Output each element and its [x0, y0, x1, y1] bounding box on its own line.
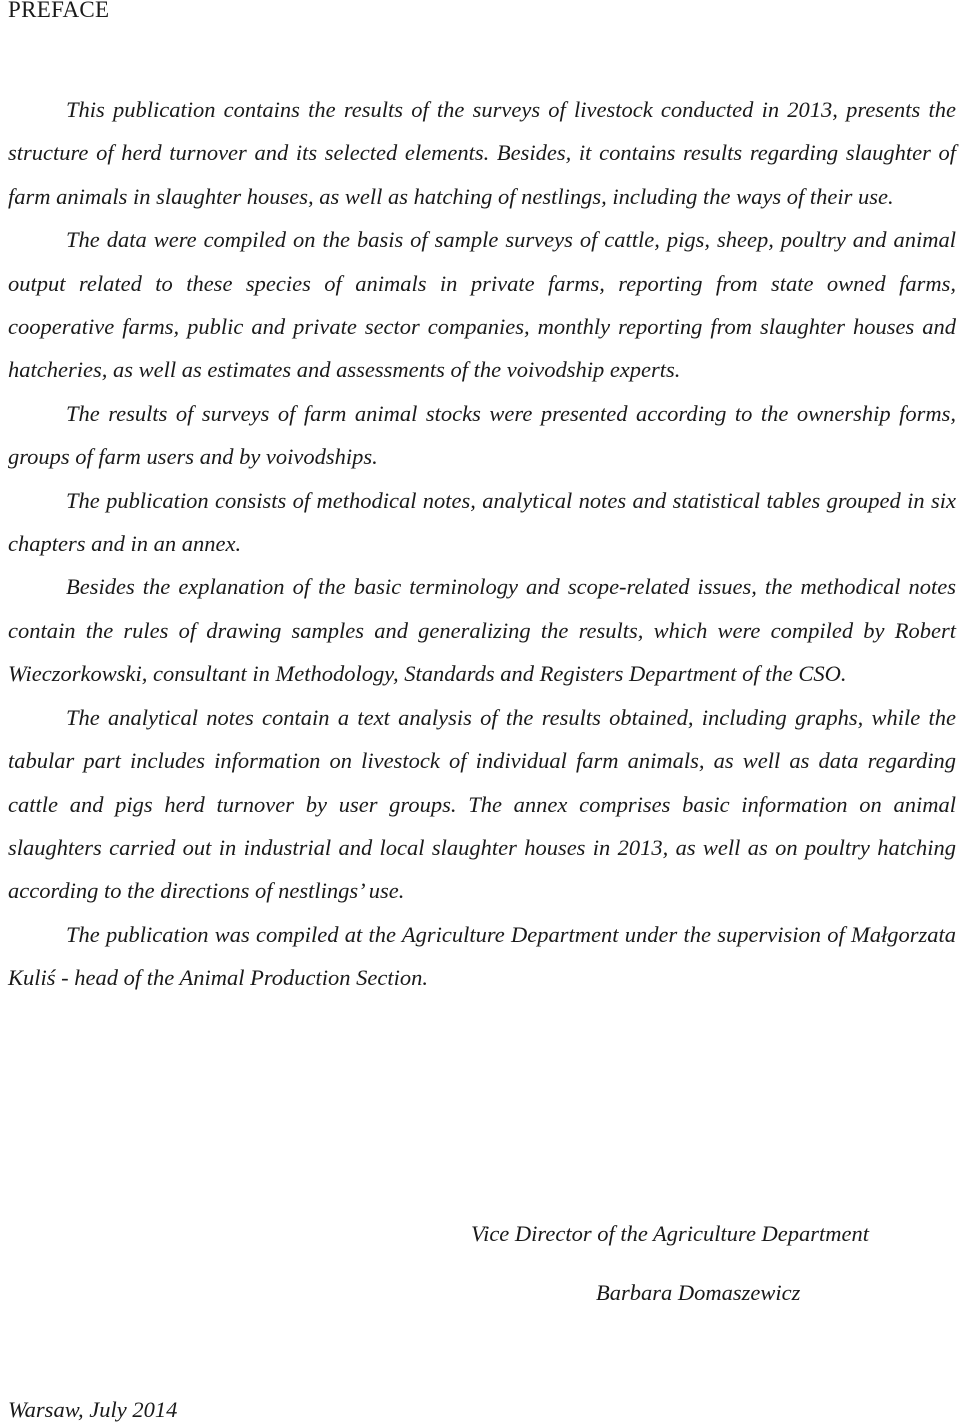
signatory-name: Barbara Domaszewicz — [596, 1280, 801, 1305]
paragraph-presentation: The results of surveys of farm animal stocks were presented according to the ownership forms, groups of farm users and by voivodships. — [8, 400, 956, 470]
place-and-date: Warsaw, July 2014 — [8, 1397, 178, 1422]
paragraph-structure: The publication consists of methodical notes, analytical notes and statistical tables grouped in six chapters and in an annex. — [8, 487, 956, 557]
paragraph-scope: This publication contains the results of the surveys of livestock conducted in 2013, presents the structure of herd turnover and its selected elements. Besides, it contains results regarding slaughter of farm animals in slaughter houses, as well as hatching of nestlings, including the ways of their use. — [8, 97, 956, 209]
preface-body — [8, 88, 956, 1000]
paragraph-compilation: The publication was compiled at the Agriculture Department under the supervision of Małgorzata Kuliś - head of the Animal Production Section. — [8, 921, 956, 991]
paragraph-analytical-notes: The analytical notes contain a text analysis of the results obtained, including graphs, while the tabular part includes information on livestock of individual farm animals, as well as data regarding cattle and pigs herd turnover by user groups. The annex comprises basic information on animal slaughters carried out in industrial and local slaughter houses in 2013, as well as on poultry hatching according to the directions of nestlings’ use. — [8, 704, 956, 904]
paragraph-data-sources: The data were compiled on the basis of sample surveys of cattle, pigs, sheep, poultry and animal output related to these species of animals in private farms, reporting from state owned farms, cooperative farms, public and private sector companies, monthly reporting from slaughter houses and hatcheries, as well as estimates and assessments of the voivodship experts. — [8, 227, 956, 383]
paragraph-methodical-notes: Besides the explanation of the basic terminology and scope-related issues, the methodical notes contain the rules of drawing samples and generalizing the results, which were compiled by Robert Wieczorkowski, consultant in Methodology, Standards and Registers Department of the CSO. — [8, 574, 956, 687]
signatory-title: Vice Director of the Agriculture Department — [471, 1221, 870, 1246]
page-title: PREFACE — [8, 0, 110, 22]
